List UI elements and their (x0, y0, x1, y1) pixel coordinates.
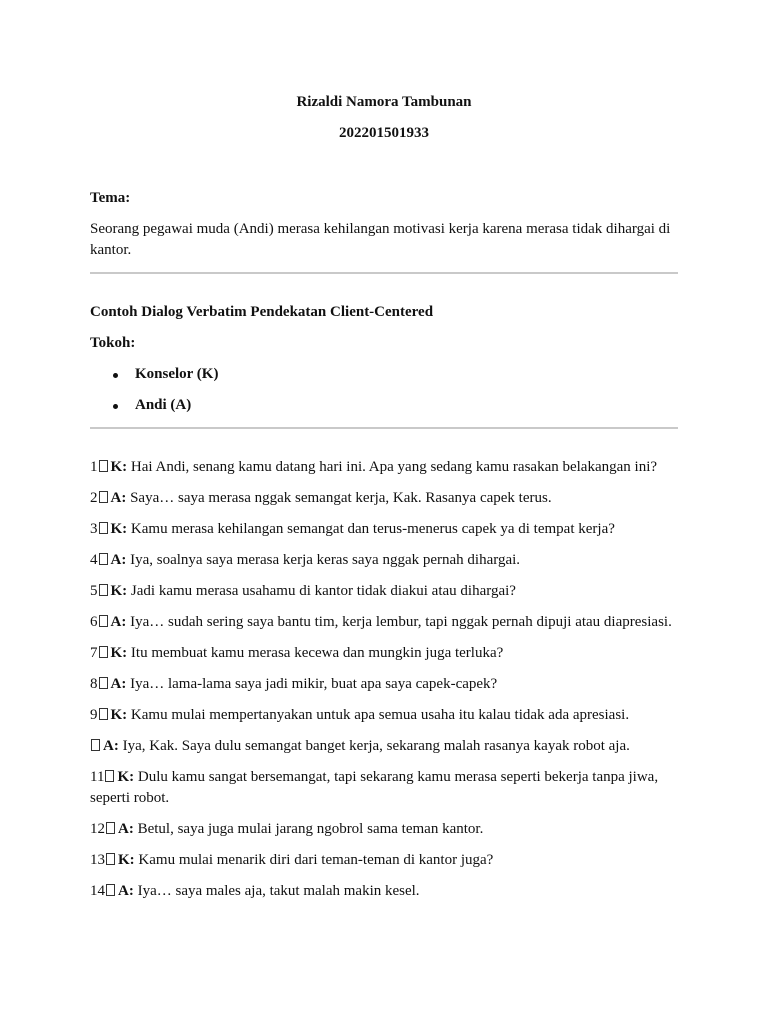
line-number: 5 (90, 583, 98, 599)
missing-glyph-icon (91, 739, 100, 751)
missing-glyph-icon (106, 853, 115, 865)
speaker-label: K: (118, 852, 135, 868)
speaker-label: A: (110, 552, 127, 568)
line-number: 6 (90, 614, 98, 630)
line-number: 7 (90, 645, 98, 661)
missing-glyph-icon (99, 677, 108, 689)
divider (90, 272, 678, 274)
speaker-label: K: (110, 707, 128, 723)
missing-glyph-icon (99, 584, 108, 596)
dialog-text: Iya, Kak. Saya dulu semangat banget kerja, sekarang malah rasanya kayak robot aja. (118, 738, 630, 754)
missing-glyph-icon (99, 646, 108, 658)
dialog-text: Kamu mulai mempertanyakan untuk apa semua usaha itu kalau tidak ada apresiasi. (127, 707, 630, 723)
dialog-list (90, 457, 678, 902)
dialog-text: Jadi kamu merasa usahamu di kantor tidak diakui atau dihargai? (127, 583, 516, 599)
missing-glyph-icon (99, 615, 108, 627)
missing-glyph-icon (105, 770, 114, 782)
dialog-text: Iya, soalnya saya merasa kerja keras saya nggak pernah dihargai. (126, 552, 521, 568)
dialog-text: Kamu merasa kehilangan semangat dan terus-menerus capek ya di tempat kerja? (127, 521, 615, 537)
dialog-text: Kamu mulai menarik diri dari teman-teman di kantor juga? (134, 852, 494, 868)
speaker-label: K: (110, 645, 128, 661)
dialog-line (90, 550, 678, 571)
theme-label: Tema: (90, 190, 131, 206)
speaker-label: K: (110, 459, 128, 475)
missing-glyph-icon (99, 491, 108, 503)
line-number: 4 (90, 552, 98, 568)
speaker-label: A: (118, 821, 134, 837)
cast-item-counselor: Konselor (K) (135, 364, 678, 385)
dialog-line (90, 850, 678, 871)
speaker-label: A: (110, 676, 127, 692)
dialog-line (90, 819, 678, 840)
section-title: Contoh Dialog Verbatim Pendekatan Client-Centered (90, 304, 434, 320)
speaker-label: K: (110, 583, 128, 599)
line-number: 3 (90, 521, 98, 537)
missing-glyph-icon (99, 522, 108, 534)
dialog-text: Iya… lama-lama saya jadi mikir, buat apa saya capek-capek? (126, 676, 498, 692)
theme-text: Seorang pegawai muda (Andi) merasa kehilangan motivasi kerja karena merasa tidak dihargai di kantor. (90, 221, 671, 258)
dialog-line (90, 612, 678, 633)
cast-item-andi: Andi (A) (135, 395, 678, 416)
dialog-text: Betul, saya juga mulai jarang ngobrol sama teman kantor. (133, 821, 484, 837)
dialog-text: Saya… saya merasa nggak semangat kerja, Kak. Rasanya capek terus. (126, 490, 552, 506)
dialog-text: Iya… saya males aja, takut malah makin kesel. (133, 883, 420, 899)
line-number: 11 (90, 769, 105, 785)
dialog-line (90, 705, 678, 726)
dialog-text: Iya… sudah sering saya bantu tim, kerja lembur, tapi nggak pernah dipuji atau diapresiasi. (126, 614, 672, 630)
speaker-label: A: (118, 883, 134, 899)
dialog-line (90, 519, 678, 540)
dialog-line (90, 881, 678, 902)
missing-glyph-icon (106, 822, 115, 834)
dialog-line (90, 581, 678, 602)
author-name: Rizaldi Namora Tambunan (296, 94, 472, 110)
line-number: 12 (90, 821, 105, 837)
speaker-label: A: (110, 614, 127, 630)
dialog-line (90, 488, 678, 509)
line-number: 8 (90, 676, 98, 692)
dialog-text: Hai Andi, senang kamu datang hari ini. Apa yang sedang kamu rasakan belakangan ini? (127, 459, 658, 475)
missing-glyph-icon (99, 553, 108, 565)
dialog-line (90, 767, 678, 809)
dialog-line (90, 736, 678, 757)
line-number: 13 (90, 852, 105, 868)
missing-glyph-icon (99, 708, 108, 720)
cast-list (90, 364, 678, 416)
dialog-text: Itu membuat kamu merasa kecewa dan mungkin juga terluka? (127, 645, 504, 661)
dialog-line (90, 643, 678, 664)
dialog-line (90, 674, 678, 695)
line-number: 1 (90, 459, 98, 475)
line-number: 14 (90, 883, 105, 899)
missing-glyph-icon (106, 884, 115, 896)
missing-glyph-icon (99, 460, 108, 472)
student-id: 202201501933 (339, 125, 429, 141)
speaker-label: K: (117, 769, 135, 785)
speaker-label: A: (110, 490, 127, 506)
speaker-label: A: (103, 738, 119, 754)
dialog-line (90, 457, 678, 478)
line-number: 9 (90, 707, 98, 723)
line-number: 2 (90, 490, 98, 506)
speaker-label: K: (110, 521, 128, 537)
dialog-text: Dulu kamu sangat bersemangat, tapi sekarang kamu merasa seperti bekerja tanpa jiwa, seperti robot. (90, 769, 659, 806)
divider (90, 427, 678, 429)
cast-label: Tokoh: (90, 335, 136, 351)
